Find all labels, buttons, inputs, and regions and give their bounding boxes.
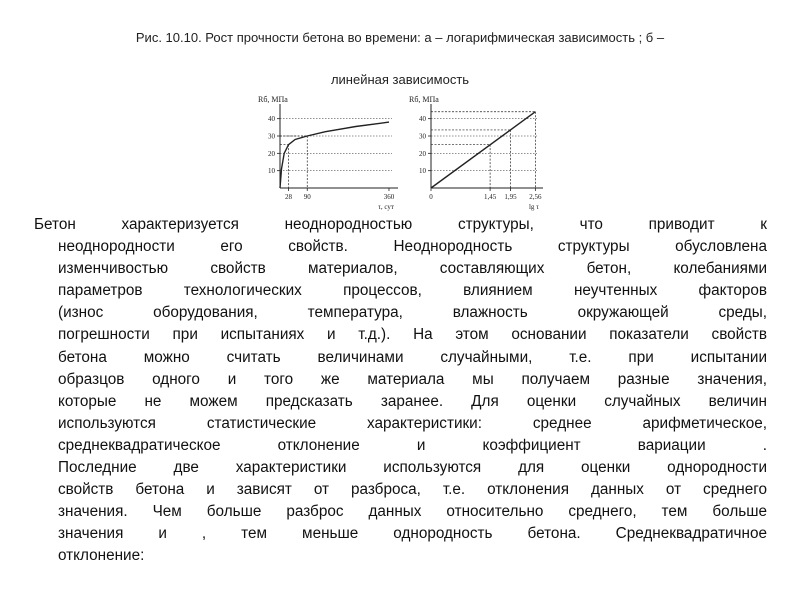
body-line: параметров технологических процессов, влиянием неучтенных факторов: [58, 282, 767, 300]
figure-caption-line-1: Рис. 10.10. Рост прочности бетона во времени: а – логарифмическая зависимость ; б –: [135, 30, 665, 45]
body-line: Последние две характеристики используются для оценки однородности: [58, 459, 767, 477]
body-line: которые не можем предсказать заранее. Для оценки случайных величин: [58, 392, 767, 410]
body-line: свойств бетона и зависят от разброса, т.е. отклонения данных от среднего: [58, 481, 767, 499]
y-tick-label: 40: [419, 115, 426, 124]
x-tick-label: 0: [429, 193, 433, 201]
x-tick-label: 28: [284, 193, 292, 201]
y-axis-label: Rб, МПа: [409, 95, 439, 104]
body-paragraph: [34, 214, 767, 568]
body-line: бетона можно считать величинами случайными, т.е. при испытании: [58, 348, 767, 366]
x-axis-label: τ, сут: [378, 203, 394, 211]
x-axis-label: lg τ: [528, 203, 539, 211]
chart-b-svg: [397, 95, 555, 218]
chart-b-linear: [397, 95, 555, 218]
y-tick-label: 10: [419, 167, 426, 176]
body-line: среднеквадратическое отклонение и коэффициент вариации .: [58, 436, 767, 454]
y-tick-label: 30: [268, 132, 275, 141]
body-line: значения и , тем меньше однородность бетона. Среднеквадратичное: [58, 525, 767, 543]
chart-a-logarithmic: [258, 95, 408, 218]
body-line: изменчивостью свойств материалов, составляющих бетон, колебаниями: [58, 260, 767, 278]
body-line: неоднородности его свойств. Неоднородность структуры обусловлена: [58, 238, 767, 256]
y-axis-label: Rб, МПа: [258, 95, 288, 104]
x-tick-label: 1,45: [483, 193, 497, 201]
body-line: используются статистические характеристики: среднее арифметическое,: [58, 414, 767, 432]
figure-caption-line-2: линейная зависимость: [330, 72, 470, 87]
chart-a-svg: [258, 95, 408, 218]
x-tick-label: 1,95: [504, 193, 517, 201]
y-tick-label: 10: [268, 167, 275, 176]
body-line: Бетон характеризуется неоднородностью структуры, что приводит к: [34, 216, 767, 233]
series-line: [280, 122, 389, 188]
y-tick-label: 20: [268, 149, 275, 158]
y-tick-label: 30: [419, 132, 426, 141]
body-line: отклонение:: [58, 547, 145, 565]
body-line: образцов одного и того же материала мы получаем разные значения,: [58, 370, 767, 388]
body-line: значения. Чем больше разброс данных относительно среднего, тем больше: [58, 503, 767, 521]
x-tick-label: 90: [303, 193, 311, 201]
body-line: (износ оборудования, температура, влажность окружающей среды,: [58, 304, 767, 322]
series-line: [431, 112, 535, 188]
body-line: погрешности при испытаниях и т.д.). На этом основании показатели свойств: [58, 326, 767, 344]
y-tick-label: 20: [419, 149, 426, 158]
x-tick-label: 360: [383, 193, 395, 201]
x-tick-label: 2,56: [529, 193, 542, 201]
y-tick-label: 40: [268, 115, 275, 124]
